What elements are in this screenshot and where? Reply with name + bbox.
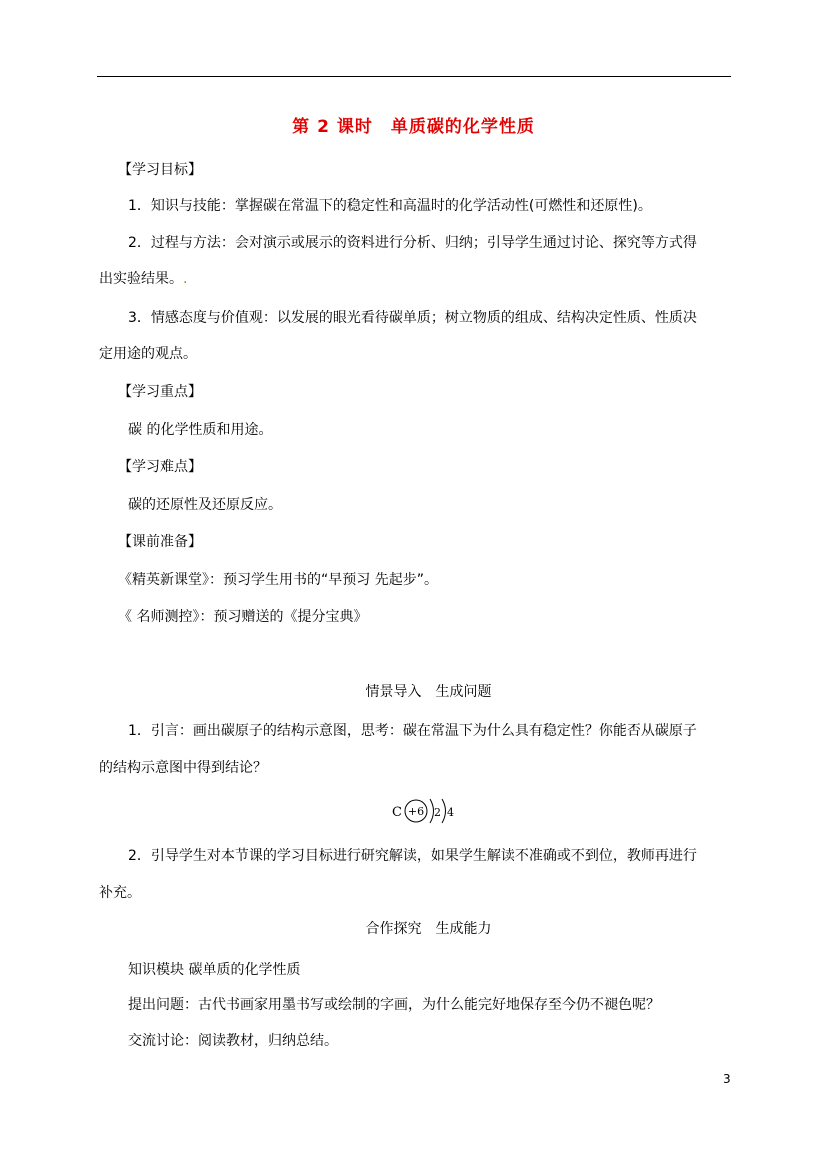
knowledge-module: 知识模块 碳单质的化学性质 [128,962,301,978]
objective-3-line-2: 定用途的观点。 [99,346,197,362]
header-rule [97,76,731,77]
intro-section-header: 情景导入 生成问题 [365,684,492,700]
question-text: 提出问题：古代书画家用墨书写或绘制的字画，为什么能完好地保存至今仍不褪色呢？ [128,997,660,1013]
nucleus-charge: +6 [407,805,425,818]
intro-item-2-line-2: 补充。 [99,885,141,901]
intro-item-2-line-1: 2．引导学生对本节课的学习目标进行研究解读，如果学生解读不准确或不到位，教师再进行 [128,848,697,864]
difficulty-header: 【学习难点】 [118,459,202,475]
objectives-header: 【学习目标】 [118,162,202,178]
atom-symbol: C [392,805,402,820]
discussion-text: 交流讨论：阅读教材，归纳总结。 [128,1033,338,1049]
cooperation-section-header: 合作探究 生成能力 [365,921,492,937]
preparation-header: 【课前准备】 [118,534,202,550]
electron-shell-2-arc [442,799,446,823]
difficulty-text: 碳的还原性及还原反应。 [128,497,282,513]
key-points-header: 【学习重点】 [118,384,202,400]
objective-2-line-1: 2．过程与方法：会对演示或展示的资料进行分析、归纳；引导学生通过讨论、探究等方式得 [128,235,697,251]
objective-3-line-1: 3．情感态度与价值观：以发展的眼光看待碳单质；树立物质的组成、结构决定性质、性质决 [128,310,697,326]
page-number: 3 [723,1072,731,1086]
intro-item-1-line-1: 1．引言：画出碳原子的结构示意图，思考：碳在常温下为什么具有稳定性？你能否从碳原子 [128,723,697,739]
electron-shell-1-arc [430,799,434,823]
key-points-text: 碳 的化学性质和用途。 [128,422,273,438]
preparation-item-1: 《精英新课堂》：预习学生用书的“早预习 先起步”。 [118,572,438,588]
intro-item-1-line-2: 的结构示意图中得到结论？ [99,760,267,776]
electron-shell-1-count: 2 [434,806,441,819]
objective-1: 1．知识与技能：掌握碳在常温下的稳定性和高温时的化学活动性(可燃性和还原性)。 [128,198,652,214]
preparation-item-2: 《 名师测控》：预习赠送的《提分宝典》 [118,609,368,625]
electron-shell-2-count: 4 [447,806,454,819]
carbon-atom-diagram [390,795,460,825]
page-title: 第 2 课时 单质碳的化学性质 [292,117,535,137]
objective-2-line-2: 出实验结果。. [99,271,188,287]
